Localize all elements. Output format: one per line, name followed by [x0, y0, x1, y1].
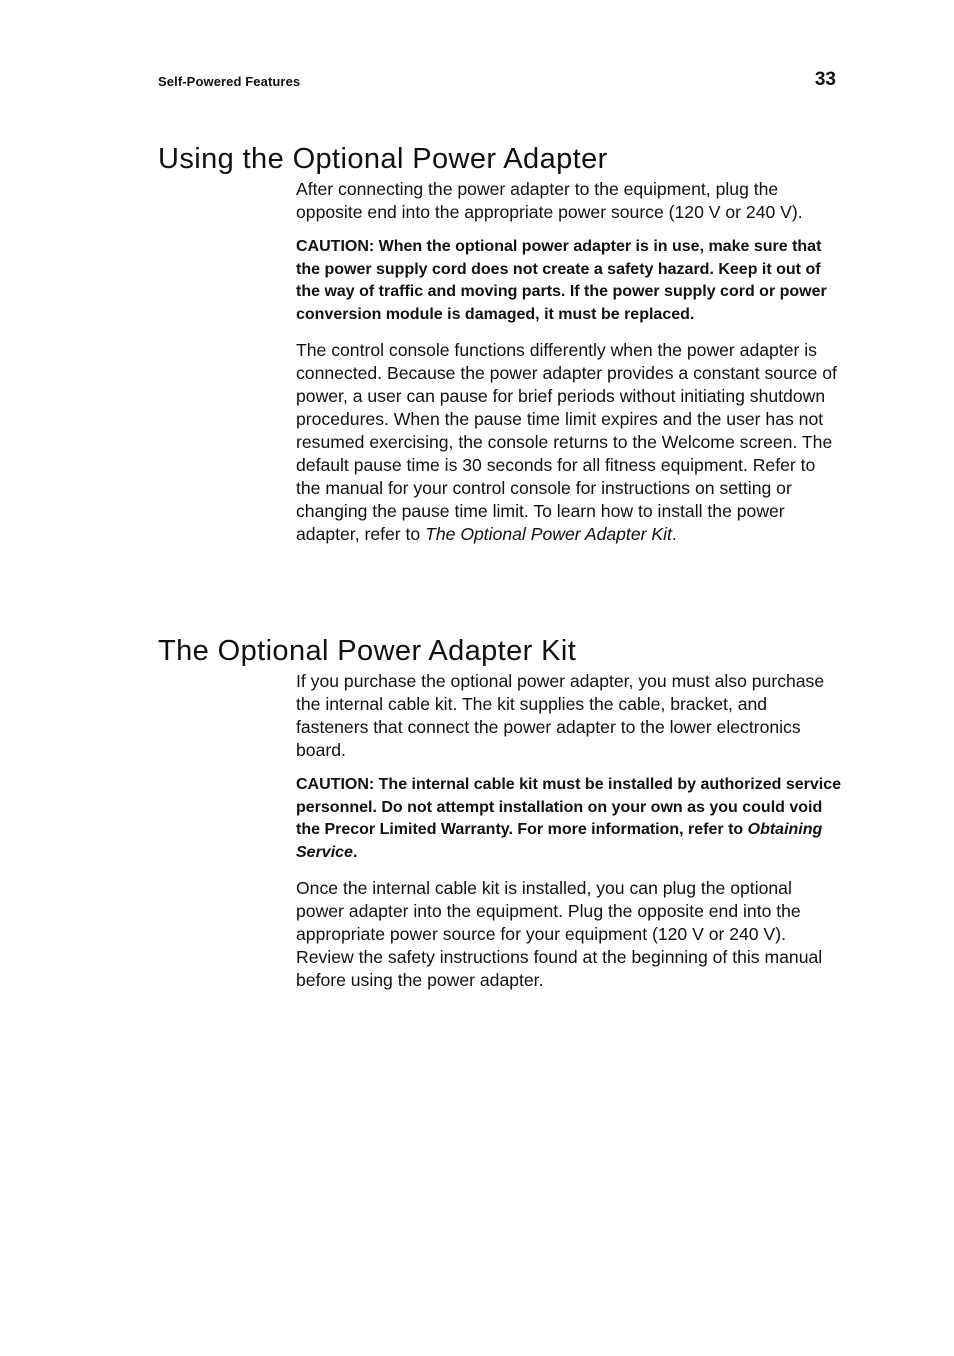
section-body — [296, 670, 841, 992]
paragraph: After connecting the power adapter to the equipment, plug the opposite end into the appropriate power source (120 V or 240 V). — [296, 179, 803, 222]
caution-text: CAUTION: The internal cable kit must be installed by authorized service personnel. Do not attempt installation on your own as you could void the Precor Limited Warranty. For more information, refer to — [296, 776, 842, 839]
caution-note — [296, 774, 841, 865]
section-body — [296, 178, 841, 546]
paragraph: If you purchase the optional power adapter, you must also purchase the internal cable kit. The kit supplies the cable, bracket, and fasteners that connect the power adapter to the lower electronics board. — [296, 671, 825, 760]
paragraph — [296, 339, 841, 546]
paragraph-end: . — [671, 523, 677, 544]
page-number: 33 — [814, 69, 836, 90]
cross-reference: Obtaining Service — [296, 821, 823, 862]
section-heading: Using the Optional Power Adapter — [158, 143, 608, 175]
caution-note: CAUTION: When the optional power adapter is in use, make sure that the power supply cord does not create a safety hazard. Keep it out of the way of traffic and moving parts. If the power supply cord or power conversion module is damaged, it must be replaced. — [296, 238, 827, 324]
section-heading: The Optional Power Adapter Kit — [158, 635, 577, 667]
caution-end: . — [352, 844, 358, 862]
cross-reference: The Optional Power Adapter Kit — [425, 523, 672, 544]
running-head: Self-Powered Features — [158, 74, 301, 89]
section-optional-power-adapter-kit — [158, 632, 842, 1004]
paragraph-text: The control console functions differently when the power adapter is connected. Because the power adapter provides a constant source of power, a user can pause for brief periods without initiating shutdown procedures. When the pause time limit expires and the user has not resumed exercising, the console returns to the Welcome screen. The default pause time is 30 seconds for all fitness equipment. Refer to the manual for your control console for instructions on setting or changing the pause time limit. To learn how to install the power adapter, refer to — [296, 339, 837, 544]
paragraph: Once the internal cable kit is installed, you can plug the optional power adapter into the equipment. Plug the opposite end into the appropriate power source for your equipment (120 V or 240 V). Review the safety instructions found at the beginning of this manual before using the power adapter. — [296, 877, 823, 990]
section-using-optional-power-adapter — [158, 140, 838, 558]
